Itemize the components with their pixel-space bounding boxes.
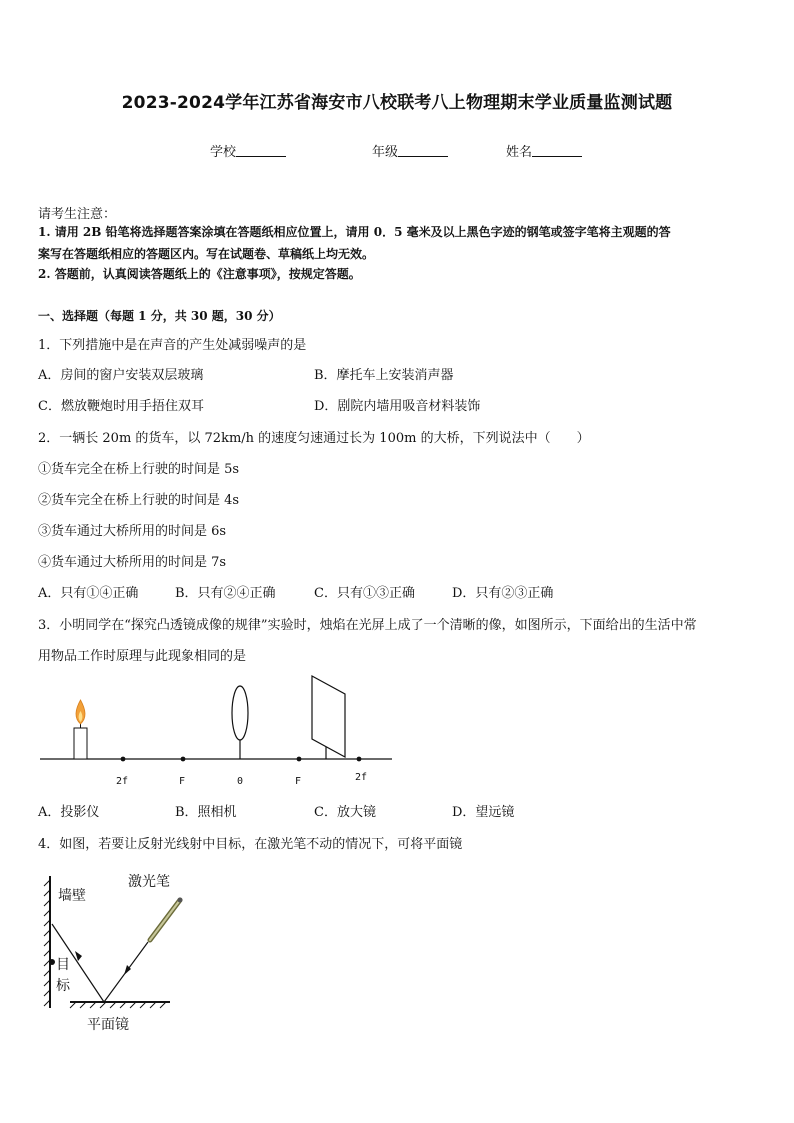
wall-icon (44, 876, 50, 1008)
plane-mirror-icon (70, 1002, 170, 1008)
incident-ray (104, 942, 148, 1002)
q2-option-a[interactable]: A．只有①④正确 (38, 586, 139, 601)
notice-item2: 2. 答题前，认真阅读答题纸上的《注意事项》，按规定答题。 (38, 267, 361, 281)
q2-option-d[interactable]: D．只有②③正确 (452, 586, 554, 601)
school-label: 学校 (210, 145, 237, 160)
q1-option-c[interactable]: C．燃放鞭炮时用手捂住双耳 (38, 399, 204, 414)
q2-statement-4: ④货车通过大桥所用的时间是 7s (38, 555, 227, 570)
notice-heading: 请考生注意： (38, 207, 117, 222)
q1-option-a[interactable]: A．房间的窗户安装双层玻璃 (38, 368, 204, 383)
axis-label-f-left: F (179, 776, 186, 787)
q1-option-b[interactable]: B．摩托车上安装消声器 (314, 368, 454, 383)
laser-label: 激光笔 (128, 874, 170, 890)
q3-option-d[interactable]: D．望远镜 (452, 805, 515, 820)
q2-statement-2: ②货车完全在桥上行驶的时间是 4s (38, 493, 240, 508)
q2-option-b[interactable]: B．只有②④正确 (175, 586, 276, 601)
q3-stem-line1: 3．小明同学在“探究凸透镜成像的规律”实验时，烛焰在光屏上成了一个清晰的像，如图所示，下面给出的生活中常 (38, 618, 697, 633)
page-title: 2023-2024学年江苏省海安市八校联考八上物理期末学业质量监测试题 (121, 93, 673, 113)
notice-item1-line1: 1. 请用 2B 铅笔将选择题答案涂填在答题纸相应位置上，请用 0．5 毫米及以上黑色字迹的钢笔或签字笔将主观题的答 (38, 225, 671, 239)
q2-statement-3: ③货车通过大桥所用的时间是 6s (38, 524, 227, 539)
axis-label-2f-left: 2f (116, 776, 129, 787)
q3-stem-line2: 用物品工作时原理与此现象相同的是 (38, 649, 247, 664)
q3-option-b[interactable]: B．照相机 (175, 805, 237, 820)
axis-label-origin: 0 (237, 776, 244, 787)
q1-stem: 1．下列措施中是在声音的产生处减弱噪声的是 (38, 338, 307, 353)
q2-statement-1: ①货车完全在桥上行驶的时间是 5s (38, 462, 240, 477)
mirror-label: 平面镜 (87, 1017, 129, 1033)
q3-option-a[interactable]: A．投影仪 (38, 805, 100, 820)
axis-label-2f-right: 2f (355, 772, 368, 783)
q4-stem: 4．如图，若要让反射光线射中目标，在激光笔不动的情况下，可将平面镜 (38, 837, 463, 852)
grade-label: 年级 (372, 145, 399, 160)
notice-item1-line2: 案写在答题纸相应的答题区内。写在试题卷、草稿纸上均无效。 (38, 247, 375, 261)
target-label-1: 目 (56, 957, 70, 973)
target-icon (49, 959, 55, 965)
wall-label: 墙壁 (58, 888, 86, 904)
target-label-2: 标 (56, 978, 70, 994)
q2-stem: 2．一辆长 20m 的货车，以 72km/h 的速度匀速通过长为 100m 的大桥，下列说法中（ ） (38, 431, 590, 446)
name-label: 姓名 (506, 145, 533, 160)
axis-label-f-right: F (295, 776, 302, 787)
laser-pen-icon (150, 898, 183, 941)
q1-option-d[interactable]: D．剧院内墙用吸音材料装饰 (314, 399, 481, 414)
section1-heading: 一、选择题（每题 1 分，共 30 题，30 分） (38, 309, 281, 323)
q3-option-c[interactable]: C．放大镜 (314, 805, 376, 820)
q2-option-c[interactable]: C．只有①③正确 (314, 586, 415, 601)
